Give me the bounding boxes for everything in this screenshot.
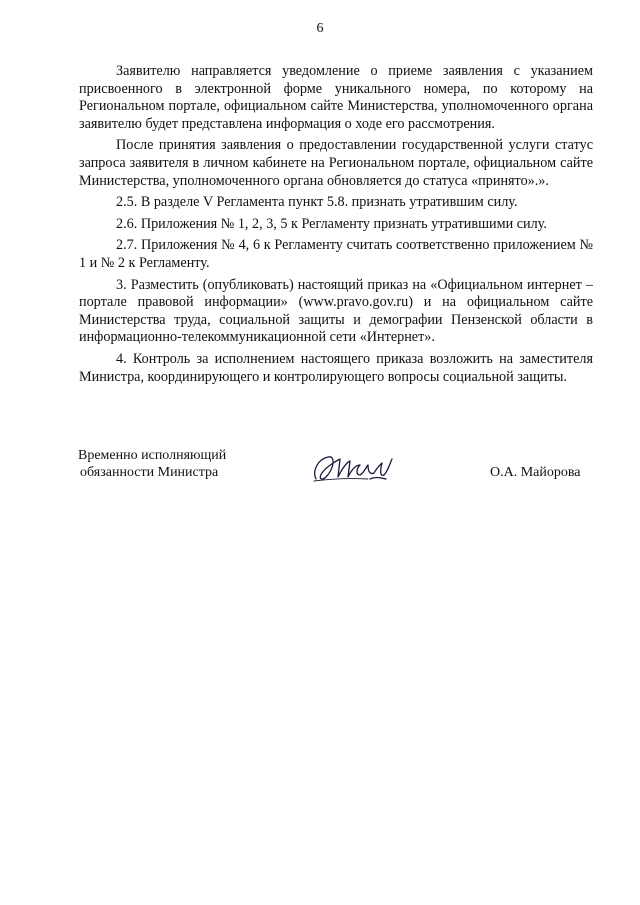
paragraph-item-2-5: 2.5. В разделе V Регламента пункт 5.8. признать утратившим силу. xyxy=(116,194,518,211)
handwritten-signature xyxy=(310,449,400,487)
page-number: 6 xyxy=(316,21,324,36)
paragraph-item-2-6: 2.6. Приложения № 1, 2, 3, 5 к Регламенту признать утратившими силу. xyxy=(116,215,547,232)
paragraph-item-3: 3. Разместить (опубликовать) настоящий приказ на «Официальном интернет – портале правовой информации» (www.pravo.gov.ru) и на официальном сайте Министерства труда, социальной защиты и демографии Пензенской области в информационно-телекоммуникационной сети «Интернет». xyxy=(79,276,593,346)
document-body xyxy=(79,63,593,390)
paragraph-notification: Заявителю направляется уведомление о приеме заявления с указанием присвоенного в электронной форме уникального номера, по которому на Региональном портале, официальном сайте Министерства, уполномоченного органа заявителю будет представлена информация о ходе его рассмотрения. xyxy=(79,63,593,132)
paragraph-item-4: 4. Контроль за исполнением настоящего приказа возложить на заместителя Министра, координирующего и контролирующего вопросы социальной защиты. xyxy=(79,350,593,385)
paragraph-item-2-7: 2.7. Приложения № 4, 6 к Регламенту считать соответственно приложением № 1 и № 2 к Регламенту. xyxy=(79,237,593,271)
signatory-title-line1: Временно исполняющий xyxy=(78,448,227,463)
signatory-title-line2: обязанности Министра xyxy=(80,465,219,480)
paragraph-status-update: После принятия заявления о предоставлении государственной услуги статус запроса заявителя в личном кабинете на Региональном портале, официальном сайте Министерства, уполномоченного органа обновляется до статуса «принято».». xyxy=(79,137,593,189)
signature-block xyxy=(78,447,598,497)
signatory-name: О.А. Майорова xyxy=(490,465,581,480)
